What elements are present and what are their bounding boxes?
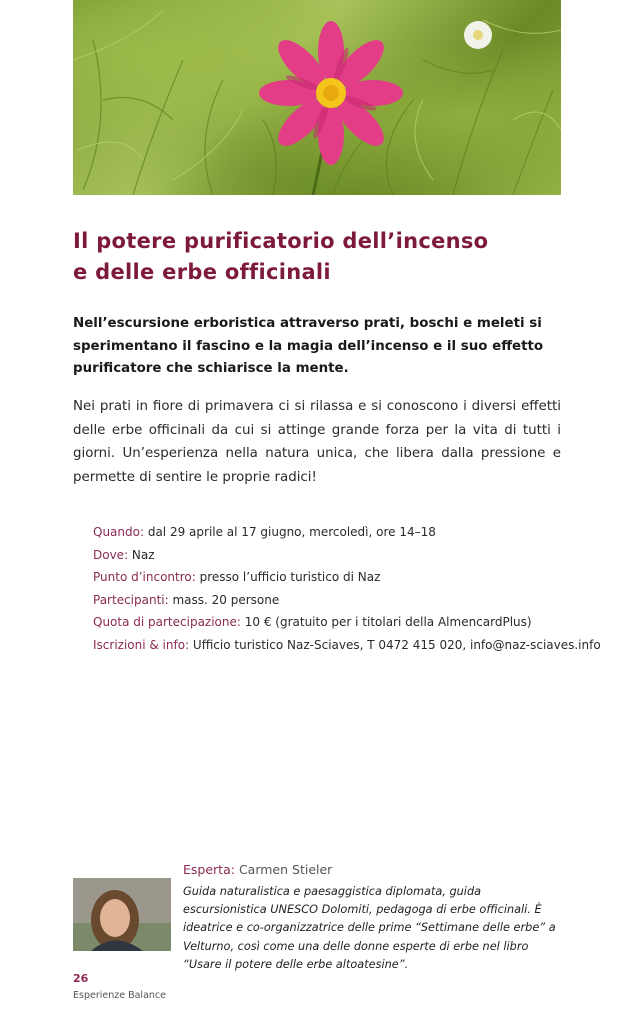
expert-heading — [183, 862, 332, 877]
pink-flower-icon — [259, 21, 403, 165]
white-flower-icon — [464, 21, 492, 49]
detail-label: Iscrizioni & info: — [93, 637, 190, 652]
lead-paragraph: Nell’escursione erboristica attraverso prati, boschi e meleti si sperimentano il fascino e la magia dell’incenso e il suo effetto purificatore che schiarisce la mente. — [73, 316, 544, 376]
cosmos-flower-illustration — [73, 0, 561, 195]
detail-fee — [93, 611, 593, 634]
detail-value: presso l’ufficio turistico di Naz — [195, 570, 381, 584]
detail-value: dal 29 aprile al 17 giugno, mercoledì, ore 14–18 — [144, 525, 436, 539]
expert-bio: Guida naturalistica e paesaggistica diplomata, guida escursionistica UNESCO Dolomiti, pedagoga di erbe officinali. È ideatrice e co-organizzatrice delle prime “Settimane delle erbe” a Velturno, così come una delle donne esperte di erbe nel libro “Usare il potere delle erbe altoatesine”. — [183, 885, 556, 971]
detail-meeting-point — [93, 566, 593, 589]
page-title — [73, 226, 553, 288]
detail-value: Ufficio turistico Naz-Sciaves, T 0472 415 020, info@naz-sciaves.info — [189, 637, 601, 652]
page-number: 26 — [73, 972, 89, 985]
expert-name: Carmen Stieler — [238, 862, 333, 877]
expert-portrait — [73, 878, 171, 951]
detail-label: Quando: — [93, 525, 145, 539]
detail-registration — [93, 634, 601, 657]
detail-where — [93, 544, 593, 567]
detail-value: 10 € (gratuito per i titolari della AlmencardPlus) — [240, 615, 532, 629]
detail-participants — [93, 589, 593, 612]
detail-when — [93, 521, 593, 544]
hero-photo — [73, 0, 561, 195]
title-line-1: Il potere purificatorio dell’incenso — [73, 229, 489, 253]
detail-value: mass. 20 persone — [168, 592, 280, 607]
detail-label: Quota di partecipazione: — [93, 615, 241, 629]
expert-label: Esperta: — [183, 862, 235, 877]
detail-label: Partecipanti: — [93, 592, 169, 607]
event-details — [93, 521, 601, 656]
detail-value: Naz — [128, 547, 155, 562]
detail-label: Punto d’incontro: — [93, 570, 196, 584]
title-line-2: e delle erbe officinali — [73, 260, 331, 284]
body-paragraph: Nei prati in fiore di primavera ci si rilassa e si conoscono i diversi effetti delle erbe officinali da cui si attinge grande forza per la vita di tutti i giorni. Un’esperienza nella natura unica, che libera dalla pressione e permette di sentire le proprie radici! — [73, 399, 561, 485]
section-name: Esperienze Balance — [73, 990, 166, 1001]
detail-label: Dove: — [93, 547, 129, 562]
portrait-illustration — [73, 878, 171, 951]
